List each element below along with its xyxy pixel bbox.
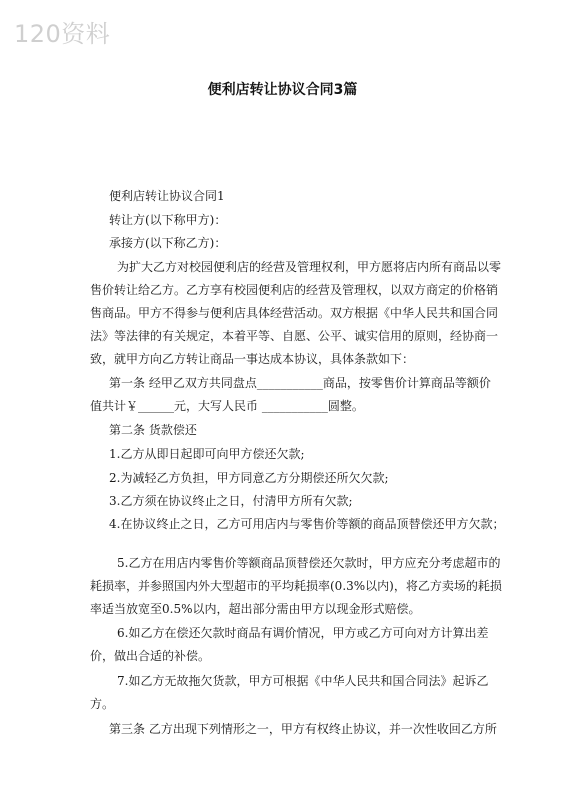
body-line: 为扩大乙方对校园便利店的经营及管理权利，甲方愿将店内所有商品以零 (117, 260, 502, 274)
clause-item: 耗损率，并参照国内外大型超市的平均耗损率(0.3%以内)，将乙方卖场的耗损 (90, 579, 502, 593)
clause-item: 4.在协议终止之日，乙方可用店内与零售价等额的商品顶替偿还甲方欠款； (109, 517, 505, 531)
body-line: 售价转让给乙方。乙方享有校园便利店的经营及管理权，以双方商定的价格销 (90, 283, 499, 297)
contract-subtitle: 便利店转让协议合同1 (109, 189, 225, 203)
watermark: 120资料 (14, 20, 111, 48)
clause-item: 率适当放宽至0.5%以内，超出部分需由甲方以现金形式赔偿。 (90, 602, 421, 616)
body-line: 法》等法律的有关规定，本着平等、自愿、公平、诚实信用的原则，经协商一 (90, 329, 499, 343)
clause-item: 7.如乙方无故拖欠货款，甲方可根据《中华人民共和国合同法》起诉乙 (117, 674, 489, 688)
transferee-line: 承接方(以下称乙方)： (109, 236, 227, 250)
clause-item: 方。 (90, 697, 115, 711)
transferor-line: 转让方(以下称甲方)： (109, 213, 227, 227)
clause-item: 6.如乙方在偿还欠款时商品有调价情况，甲方或乙方可向对方计算出差 (117, 626, 489, 640)
clause-item: 2.为减轻乙方负担，甲方同意乙方分期偿还所欠欠款; (109, 471, 389, 485)
article-1-line: 值共计￥______元，大写人民币 ___________圆整。 (90, 399, 364, 413)
clause-item: 3.乙方须在协议终止之日，付清甲方所有欠款; (109, 494, 353, 508)
body-line: 致，就甲方向乙方转让商品一事达成本协议，具体条款如下： (90, 352, 415, 366)
clause-item: 1.乙方从即日起即可向甲方偿还欠款; (109, 447, 305, 461)
article-3-line: 第三条 乙方出现下列情形之一，甲方有权终止协议，并一次性收回乙方所 (109, 722, 497, 736)
body-line: 售商品。甲方不得参与便利店具体经营活动。双方根据《中华人民共和国合同 (90, 306, 499, 320)
document-title: 便利店转让协议合同3篇 (207, 82, 358, 98)
article-1-line: 第一条 经甲乙双方共同盘点___________商品，按零售价计算商品等额价 (109, 376, 491, 390)
clause-item: 5.乙方在用店内零售价等额商品顶替偿还欠款时，甲方应充分考虑超市的 (117, 556, 501, 570)
clause-item: 价，做出合适的补偿。 (90, 649, 211, 663)
article-2-heading: 第二条 货款偿还 (109, 423, 197, 437)
